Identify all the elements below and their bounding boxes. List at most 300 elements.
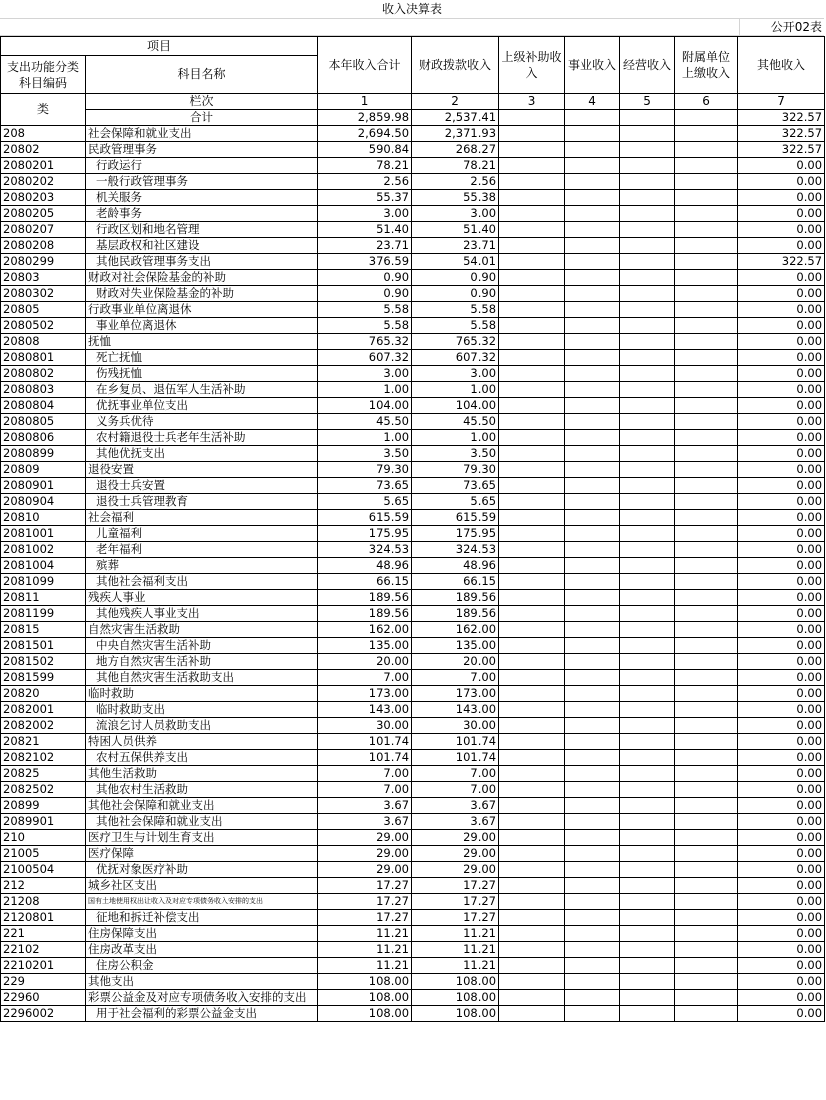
row-c1: 3.67 bbox=[318, 798, 412, 814]
row-c2: 175.95 bbox=[412, 526, 499, 542]
row-code: 2080802 bbox=[1, 366, 86, 382]
row-c7: 0.00 bbox=[738, 526, 825, 542]
row-c1: 3.00 bbox=[318, 366, 412, 382]
total-label: 合计 bbox=[86, 110, 318, 126]
row-c2: 29.00 bbox=[412, 846, 499, 862]
col-number: 7 bbox=[738, 94, 825, 110]
row-c1: 17.27 bbox=[318, 910, 412, 926]
row-name: 其他社会福利支出 bbox=[86, 574, 318, 590]
row-name: 义务兵优待 bbox=[86, 414, 318, 430]
row-name: 财政对失业保险基金的补助 bbox=[86, 286, 318, 302]
table-row bbox=[1, 734, 825, 750]
row-c7: 0.00 bbox=[738, 638, 825, 654]
row-c7: 0.00 bbox=[738, 158, 825, 174]
row-c1: 173.00 bbox=[318, 686, 412, 702]
row-name: 其他残疾人事业支出 bbox=[86, 606, 318, 622]
row-c7: 0.00 bbox=[738, 398, 825, 414]
row-code: 20808 bbox=[1, 334, 86, 350]
row-code: 2080203 bbox=[1, 190, 86, 206]
row-name: 特困人员供养 bbox=[86, 734, 318, 750]
row-c2: 5.58 bbox=[412, 302, 499, 318]
row-c7: 0.00 bbox=[738, 750, 825, 766]
table-row bbox=[1, 126, 825, 142]
col-header-4: 事业收入 bbox=[565, 37, 620, 94]
table-row bbox=[1, 574, 825, 590]
row-c2: 45.50 bbox=[412, 414, 499, 430]
row-c1: 0.90 bbox=[318, 286, 412, 302]
row-code: 2081501 bbox=[1, 638, 86, 654]
row-c2: 23.71 bbox=[412, 238, 499, 254]
col-header-5: 经营收入 bbox=[620, 37, 675, 94]
table-row bbox=[1, 414, 825, 430]
table-row bbox=[1, 750, 825, 766]
row-c2: 765.32 bbox=[412, 334, 499, 350]
row-c2: 5.65 bbox=[412, 494, 499, 510]
row-code: 22960 bbox=[1, 990, 86, 1006]
row-name: 医疗卫生与计划生育支出 bbox=[86, 830, 318, 846]
row-c2: 11.21 bbox=[412, 926, 499, 942]
col-header-6: 附属单位上缴收入 bbox=[675, 37, 738, 94]
row-code: 2080201 bbox=[1, 158, 86, 174]
row-name: 死亡抚恤 bbox=[86, 350, 318, 366]
row-c1: 162.00 bbox=[318, 622, 412, 638]
row-c7: 0.00 bbox=[738, 830, 825, 846]
row-name: 行政区划和地名管理 bbox=[86, 222, 318, 238]
row-code: 2081502 bbox=[1, 654, 86, 670]
total-c1: 2,859.98 bbox=[318, 110, 412, 126]
row-c1: 143.00 bbox=[318, 702, 412, 718]
row-c2: 17.27 bbox=[412, 910, 499, 926]
table-row bbox=[1, 558, 825, 574]
row-code: 21208 bbox=[1, 894, 86, 910]
col-number: 5 bbox=[620, 94, 675, 110]
row-c1: 7.00 bbox=[318, 766, 412, 782]
row-c7: 0.00 bbox=[738, 734, 825, 750]
row-c2: 108.00 bbox=[412, 1006, 499, 1022]
row-code: 2080904 bbox=[1, 494, 86, 510]
row-code: 2081004 bbox=[1, 558, 86, 574]
row-c2: 30.00 bbox=[412, 718, 499, 734]
row-c2: 5.58 bbox=[412, 318, 499, 334]
row-name: 住房保障支出 bbox=[86, 926, 318, 942]
row-name: 抚恤 bbox=[86, 334, 318, 350]
row-c1: 175.95 bbox=[318, 526, 412, 542]
table-row bbox=[1, 926, 825, 942]
row-c7: 0.00 bbox=[738, 894, 825, 910]
row-code: 2080207 bbox=[1, 222, 86, 238]
table-row bbox=[1, 542, 825, 558]
row-c2: 3.50 bbox=[412, 446, 499, 462]
table-row bbox=[1, 942, 825, 958]
row-c2: 162.00 bbox=[412, 622, 499, 638]
row-c7: 0.00 bbox=[738, 814, 825, 830]
total-c2: 2,537.41 bbox=[412, 110, 499, 126]
row-c1: 3.50 bbox=[318, 446, 412, 462]
row-c1: 66.15 bbox=[318, 574, 412, 590]
row-name: 优抚事业单位支出 bbox=[86, 398, 318, 414]
row-code: 20820 bbox=[1, 686, 86, 702]
row-c7: 0.00 bbox=[738, 766, 825, 782]
row-c7: 0.00 bbox=[738, 190, 825, 206]
row-code: 20821 bbox=[1, 734, 86, 750]
table-row bbox=[1, 622, 825, 638]
row-code: 2082001 bbox=[1, 702, 86, 718]
row-c2: 51.40 bbox=[412, 222, 499, 238]
row-c1: 23.71 bbox=[318, 238, 412, 254]
row-code: 20815 bbox=[1, 622, 86, 638]
row-c1: 135.00 bbox=[318, 638, 412, 654]
row-code: 2080806 bbox=[1, 430, 86, 446]
row-code: 2082002 bbox=[1, 718, 86, 734]
row-c2: 101.74 bbox=[412, 750, 499, 766]
row-c1: 11.21 bbox=[318, 958, 412, 974]
row-c2: 3.67 bbox=[412, 814, 499, 830]
row-c1: 2,694.50 bbox=[318, 126, 412, 142]
row-c2: 1.00 bbox=[412, 382, 499, 398]
row-c2: 73.65 bbox=[412, 478, 499, 494]
row-c2: 17.27 bbox=[412, 894, 499, 910]
row-c1: 607.32 bbox=[318, 350, 412, 366]
row-code: 2080299 bbox=[1, 254, 86, 270]
row-code: 21005 bbox=[1, 846, 86, 862]
row-code: 20810 bbox=[1, 510, 86, 526]
row-name: 其他支出 bbox=[86, 974, 318, 990]
lei-label: 类 bbox=[1, 94, 86, 126]
row-code: 2089901 bbox=[1, 814, 86, 830]
row-c2: 29.00 bbox=[412, 830, 499, 846]
table-row bbox=[1, 446, 825, 462]
row-code: 20805 bbox=[1, 302, 86, 318]
row-name: 国有土地使用权出让收入及对应专项债务收入安排的支出 bbox=[86, 894, 318, 910]
row-c1: 324.53 bbox=[318, 542, 412, 558]
table-row bbox=[1, 382, 825, 398]
row-c2: 3.00 bbox=[412, 206, 499, 222]
row-c7: 0.00 bbox=[738, 558, 825, 574]
total-c7: 322.57 bbox=[738, 110, 825, 126]
table-row bbox=[1, 350, 825, 366]
row-name: 退役士兵管理教育 bbox=[86, 494, 318, 510]
table-row bbox=[1, 334, 825, 350]
row-c2: 11.21 bbox=[412, 942, 499, 958]
row-c7: 0.00 bbox=[738, 494, 825, 510]
table-row bbox=[1, 862, 825, 878]
row-c2: 17.27 bbox=[412, 878, 499, 894]
row-c2: 3.00 bbox=[412, 366, 499, 382]
row-name: 农村五保供养支出 bbox=[86, 750, 318, 766]
table-row bbox=[1, 478, 825, 494]
table-row bbox=[1, 158, 825, 174]
row-c7: 0.00 bbox=[738, 574, 825, 590]
row-c1: 30.00 bbox=[318, 718, 412, 734]
row-code: 229 bbox=[1, 974, 86, 990]
row-c1: 7.00 bbox=[318, 670, 412, 686]
row-c2: 101.74 bbox=[412, 734, 499, 750]
row-c2: 55.38 bbox=[412, 190, 499, 206]
table-row bbox=[1, 766, 825, 782]
row-c7: 0.00 bbox=[738, 910, 825, 926]
row-c7: 0.00 bbox=[738, 222, 825, 238]
row-c2: 3.67 bbox=[412, 798, 499, 814]
table-row bbox=[1, 606, 825, 622]
row-c7: 0.00 bbox=[738, 622, 825, 638]
row-c7: 0.00 bbox=[738, 334, 825, 350]
row-code: 2081099 bbox=[1, 574, 86, 590]
row-c1: 78.21 bbox=[318, 158, 412, 174]
row-code: 2080502 bbox=[1, 318, 86, 334]
row-c2: 2,371.93 bbox=[412, 126, 499, 142]
row-c7: 0.00 bbox=[738, 718, 825, 734]
row-c1: 108.00 bbox=[318, 974, 412, 990]
row-name: 临时救助支出 bbox=[86, 702, 318, 718]
row-c7: 0.00 bbox=[738, 686, 825, 702]
row-c2: 11.21 bbox=[412, 958, 499, 974]
row-name: 农村籍退役士兵老年生活补助 bbox=[86, 430, 318, 446]
row-c2: 20.00 bbox=[412, 654, 499, 670]
row-name: 社会保障和就业支出 bbox=[86, 126, 318, 142]
row-code: 2081001 bbox=[1, 526, 86, 542]
table-row bbox=[1, 398, 825, 414]
row-c1: 2.56 bbox=[318, 174, 412, 190]
row-code: 2082102 bbox=[1, 750, 86, 766]
col-number: 1 bbox=[318, 94, 412, 110]
table-row bbox=[1, 1006, 825, 1022]
col-header-7: 其他收入 bbox=[738, 37, 825, 94]
row-c2: 0.90 bbox=[412, 286, 499, 302]
row-c1: 1.00 bbox=[318, 382, 412, 398]
table-row bbox=[1, 366, 825, 382]
row-c2: 143.00 bbox=[412, 702, 499, 718]
row-c7: 0.00 bbox=[738, 798, 825, 814]
row-c2: 189.56 bbox=[412, 606, 499, 622]
project-header: 项目 bbox=[1, 37, 318, 56]
table-row bbox=[1, 846, 825, 862]
row-c7: 0.00 bbox=[738, 510, 825, 526]
col-header-3: 上级补助收入 bbox=[499, 37, 565, 94]
row-code: 2120801 bbox=[1, 910, 86, 926]
row-name: 残疾人事业 bbox=[86, 590, 318, 606]
row-c1: 101.74 bbox=[318, 734, 412, 750]
row-code: 2080202 bbox=[1, 174, 86, 190]
row-name: 其他社会保障和就业支出 bbox=[86, 798, 318, 814]
row-c1: 615.59 bbox=[318, 510, 412, 526]
row-c1: 5.58 bbox=[318, 302, 412, 318]
row-c2: 78.21 bbox=[412, 158, 499, 174]
row-name: 流浪乞讨人员救助支出 bbox=[86, 718, 318, 734]
row-name: 其他社会保障和就业支出 bbox=[86, 814, 318, 830]
table-row bbox=[1, 510, 825, 526]
row-name: 中央自然灾害生活补助 bbox=[86, 638, 318, 654]
col-number: 2 bbox=[412, 94, 499, 110]
row-c1: 101.74 bbox=[318, 750, 412, 766]
row-name: 退役士兵安置 bbox=[86, 478, 318, 494]
row-c1: 45.50 bbox=[318, 414, 412, 430]
row-code: 2080803 bbox=[1, 382, 86, 398]
table-row bbox=[1, 974, 825, 990]
row-c2: 607.32 bbox=[412, 350, 499, 366]
row-c1: 73.65 bbox=[318, 478, 412, 494]
row-c7: 0.00 bbox=[738, 542, 825, 558]
row-name: 自然灾害生活救助 bbox=[86, 622, 318, 638]
row-c7: 0.00 bbox=[738, 670, 825, 686]
table-row bbox=[1, 910, 825, 926]
form-number: 公开02表 bbox=[770, 20, 822, 34]
row-code: 2080805 bbox=[1, 414, 86, 430]
row-name: 其他自然灾害生活救助支出 bbox=[86, 670, 318, 686]
row-code: 20809 bbox=[1, 462, 86, 478]
row-name: 在乡复员、退伍军人生活补助 bbox=[86, 382, 318, 398]
table-row bbox=[1, 318, 825, 334]
row-code: 2080901 bbox=[1, 478, 86, 494]
row-name: 住房公积金 bbox=[86, 958, 318, 974]
row-c7: 0.00 bbox=[738, 974, 825, 990]
row-c7: 0.00 bbox=[738, 270, 825, 286]
row-c2: 1.00 bbox=[412, 430, 499, 446]
row-c1: 1.00 bbox=[318, 430, 412, 446]
row-c2: 324.53 bbox=[412, 542, 499, 558]
row-c2: 54.01 bbox=[412, 254, 499, 270]
row-c1: 5.58 bbox=[318, 318, 412, 334]
row-name: 优抚对象医疗补助 bbox=[86, 862, 318, 878]
row-c7: 0.00 bbox=[738, 958, 825, 974]
row-name: 老龄事务 bbox=[86, 206, 318, 222]
row-name: 殡葬 bbox=[86, 558, 318, 574]
row-c2: 7.00 bbox=[412, 766, 499, 782]
row-c2: 7.00 bbox=[412, 670, 499, 686]
table-row bbox=[1, 206, 825, 222]
row-c1: 79.30 bbox=[318, 462, 412, 478]
table-row bbox=[1, 702, 825, 718]
row-code: 2080208 bbox=[1, 238, 86, 254]
row-code: 2082502 bbox=[1, 782, 86, 798]
row-name: 退役安置 bbox=[86, 462, 318, 478]
row-name: 民政管理事务 bbox=[86, 142, 318, 158]
table-row bbox=[1, 894, 825, 910]
table-row bbox=[1, 958, 825, 974]
table-row bbox=[1, 798, 825, 814]
row-c1: 7.00 bbox=[318, 782, 412, 798]
row-name: 征地和拆迁补偿支出 bbox=[86, 910, 318, 926]
row-code: 2080804 bbox=[1, 398, 86, 414]
row-name: 老年福利 bbox=[86, 542, 318, 558]
table-row bbox=[1, 254, 825, 270]
col-header-2: 财政拨款收入 bbox=[412, 37, 499, 94]
row-code: 2081599 bbox=[1, 670, 86, 686]
row-c2: 2.56 bbox=[412, 174, 499, 190]
row-name: 机关服务 bbox=[86, 190, 318, 206]
row-name: 财政对社会保险基金的补助 bbox=[86, 270, 318, 286]
row-c7: 0.00 bbox=[738, 654, 825, 670]
col-header-1: 本年收入合计 bbox=[318, 37, 412, 94]
row-name: 一般行政管理事务 bbox=[86, 174, 318, 190]
table-row bbox=[1, 654, 825, 670]
row-c7: 0.00 bbox=[738, 1006, 825, 1022]
row-code: 2080801 bbox=[1, 350, 86, 366]
row-c7: 0.00 bbox=[738, 206, 825, 222]
row-name: 社会福利 bbox=[86, 510, 318, 526]
row-c7: 0.00 bbox=[738, 238, 825, 254]
name-label: 科目名称 bbox=[86, 56, 318, 94]
row-c1: 0.90 bbox=[318, 270, 412, 286]
lanci-label: 栏次 bbox=[86, 94, 318, 110]
table-row bbox=[1, 222, 825, 238]
row-c7: 0.00 bbox=[738, 942, 825, 958]
row-code: 2080302 bbox=[1, 286, 86, 302]
row-c7: 0.00 bbox=[738, 174, 825, 190]
row-name: 住房改革支出 bbox=[86, 942, 318, 958]
row-name: 彩票公益金及对应专项债务收入安排的支出 bbox=[86, 990, 318, 1006]
row-name: 儿童福利 bbox=[86, 526, 318, 542]
row-name: 地方自然灾害生活补助 bbox=[86, 654, 318, 670]
form-number-row bbox=[0, 19, 824, 36]
table-row bbox=[1, 494, 825, 510]
col-number: 3 bbox=[499, 94, 565, 110]
row-c7: 322.57 bbox=[738, 254, 825, 270]
row-c7: 0.00 bbox=[738, 446, 825, 462]
title-row bbox=[0, 0, 824, 19]
row-c2: 104.00 bbox=[412, 398, 499, 414]
row-code: 20899 bbox=[1, 798, 86, 814]
row-name: 医疗保障 bbox=[86, 846, 318, 862]
row-code: 210 bbox=[1, 830, 86, 846]
row-c2: 79.30 bbox=[412, 462, 499, 478]
table-row bbox=[1, 462, 825, 478]
table-row bbox=[1, 830, 825, 846]
row-name: 城乡社区支出 bbox=[86, 878, 318, 894]
row-c2: 29.00 bbox=[412, 862, 499, 878]
row-code: 20802 bbox=[1, 142, 86, 158]
income-table bbox=[0, 36, 825, 1022]
table-row bbox=[1, 270, 825, 286]
row-code: 2100504 bbox=[1, 862, 86, 878]
table-row bbox=[1, 990, 825, 1006]
row-c2: 135.00 bbox=[412, 638, 499, 654]
row-name: 其他农村生活救助 bbox=[86, 782, 318, 798]
row-c7: 0.00 bbox=[738, 302, 825, 318]
row-c7: 0.00 bbox=[738, 590, 825, 606]
table-row bbox=[1, 286, 825, 302]
row-code: 20811 bbox=[1, 590, 86, 606]
row-c7: 0.00 bbox=[738, 862, 825, 878]
row-name: 行政运行 bbox=[86, 158, 318, 174]
row-c1: 48.96 bbox=[318, 558, 412, 574]
row-code: 2080205 bbox=[1, 206, 86, 222]
row-code: 22102 bbox=[1, 942, 86, 958]
table-row bbox=[1, 814, 825, 830]
row-code: 2296002 bbox=[1, 1006, 86, 1022]
row-name: 其他民政管理事务支出 bbox=[86, 254, 318, 270]
row-c1: 376.59 bbox=[318, 254, 412, 270]
row-c7: 0.00 bbox=[738, 926, 825, 942]
row-c1: 108.00 bbox=[318, 1006, 412, 1022]
row-c1: 51.40 bbox=[318, 222, 412, 238]
row-c1: 3.67 bbox=[318, 814, 412, 830]
row-name: 基层政权和社区建设 bbox=[86, 238, 318, 254]
row-c1: 3.00 bbox=[318, 206, 412, 222]
row-c7: 0.00 bbox=[738, 382, 825, 398]
row-name: 事业单位离退休 bbox=[86, 318, 318, 334]
row-c7: 322.57 bbox=[738, 126, 825, 142]
row-c7: 0.00 bbox=[738, 990, 825, 1006]
table-row bbox=[1, 718, 825, 734]
row-c2: 7.00 bbox=[412, 782, 499, 798]
row-c1: 189.56 bbox=[318, 606, 412, 622]
table-row bbox=[1, 430, 825, 446]
row-code: 20803 bbox=[1, 270, 86, 286]
row-c1: 104.00 bbox=[318, 398, 412, 414]
row-c7: 0.00 bbox=[738, 782, 825, 798]
row-code: 2081199 bbox=[1, 606, 86, 622]
row-c7: 0.00 bbox=[738, 702, 825, 718]
